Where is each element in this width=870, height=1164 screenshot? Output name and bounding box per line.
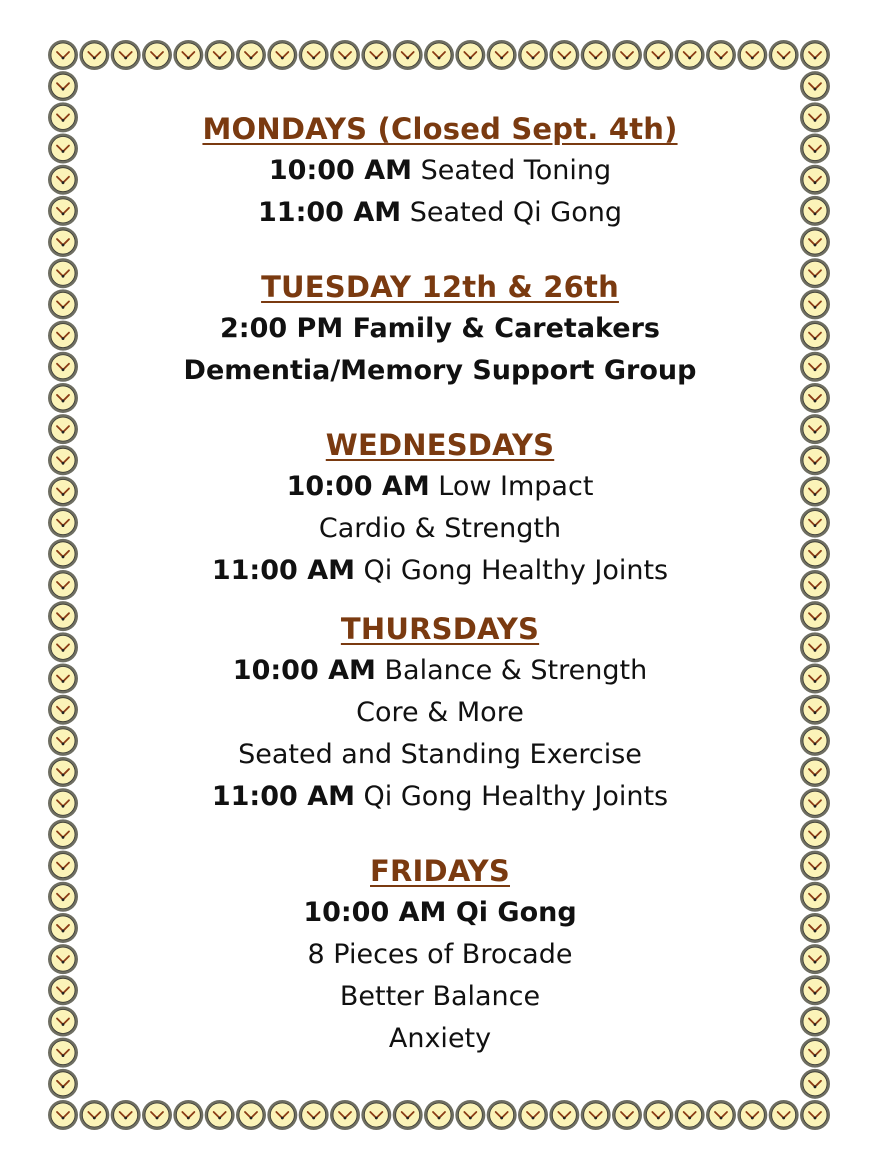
clock-icon bbox=[48, 71, 78, 101]
clock-icon bbox=[48, 165, 78, 195]
clock-icon bbox=[800, 196, 830, 226]
schedule-line: 10:00 AM Qi Gong bbox=[303, 897, 577, 928]
schedule-line: 8 Pieces of Brocade bbox=[307, 939, 573, 970]
clock-icon bbox=[455, 40, 485, 70]
clock-icon bbox=[800, 882, 830, 912]
clock-icon bbox=[800, 445, 830, 475]
clock-icon bbox=[800, 134, 830, 164]
activity-label: Qi Gong Healthy Joints bbox=[363, 555, 669, 586]
schedule-line bbox=[100, 150, 780, 192]
clock-icon bbox=[142, 1100, 172, 1130]
clock-icon bbox=[549, 40, 579, 70]
clock-icon bbox=[173, 1100, 203, 1130]
clock-icon bbox=[800, 539, 830, 569]
schedule-line: Seated and Standing Exercise bbox=[238, 739, 642, 770]
clock-icon bbox=[48, 102, 78, 132]
schedule-line: Cardio & Strength bbox=[318, 513, 562, 544]
clock-icon bbox=[800, 570, 830, 600]
clock-icon bbox=[455, 1100, 485, 1130]
activity-label: Low Impact bbox=[438, 471, 594, 502]
clock-icon bbox=[48, 1006, 78, 1036]
clock-icon bbox=[424, 1100, 454, 1130]
clock-icon bbox=[800, 352, 830, 382]
clock-icon bbox=[330, 40, 360, 70]
clock-icon bbox=[487, 1100, 517, 1130]
clock-icon bbox=[205, 1100, 235, 1130]
clock-icon bbox=[800, 788, 830, 818]
clock-icon bbox=[48, 476, 78, 506]
clock-icon bbox=[79, 40, 109, 70]
clock-icon bbox=[675, 40, 705, 70]
section-fridays bbox=[100, 850, 780, 1060]
schedule-line: Better Balance bbox=[339, 981, 541, 1012]
clock-icon bbox=[48, 632, 78, 662]
time-label: 10:00 AM bbox=[232, 655, 376, 686]
heading-wednesdays: WEDNESDAYS bbox=[325, 428, 555, 462]
clock-icon bbox=[48, 227, 78, 257]
clock-icon bbox=[800, 71, 830, 101]
clock-icon bbox=[800, 414, 830, 444]
clock-icon bbox=[769, 40, 799, 70]
clock-icon bbox=[800, 632, 830, 662]
clock-icon bbox=[267, 1100, 297, 1130]
heading-tuesday: TUESDAY 12th & 26th bbox=[261, 270, 619, 304]
clock-icon bbox=[612, 1100, 642, 1130]
clock-icon bbox=[581, 40, 611, 70]
clock-icon bbox=[800, 1100, 830, 1130]
clock-icon bbox=[518, 1100, 548, 1130]
clock-icon bbox=[111, 1100, 141, 1130]
clock-icon bbox=[48, 539, 78, 569]
clock-icon bbox=[299, 1100, 329, 1130]
schedule-line bbox=[100, 192, 780, 234]
clock-icon bbox=[48, 414, 78, 444]
clock-icon bbox=[48, 664, 78, 694]
clock-icon bbox=[205, 40, 235, 70]
section-mondays bbox=[100, 108, 780, 234]
clock-icon bbox=[236, 1100, 266, 1130]
activity-label: Seated Toning bbox=[420, 155, 612, 186]
clock-icon bbox=[800, 757, 830, 787]
clock-icon bbox=[48, 196, 78, 226]
heading-thursdays: THURSDAYS bbox=[340, 612, 540, 646]
schedule-line: Anxiety bbox=[388, 1023, 492, 1054]
clock-icon bbox=[48, 757, 78, 787]
clock-icon bbox=[800, 1006, 830, 1036]
clock-icon bbox=[800, 258, 830, 288]
section-tuesday bbox=[100, 266, 780, 392]
clock-icon bbox=[48, 788, 78, 818]
clock-icon bbox=[48, 134, 78, 164]
clock-icon bbox=[48, 726, 78, 756]
clock-icon bbox=[330, 1100, 360, 1130]
clock-icon bbox=[800, 102, 830, 132]
clock-icon bbox=[393, 40, 423, 70]
clock-icon bbox=[48, 258, 78, 288]
clock-icon bbox=[643, 1100, 673, 1130]
clock-icon bbox=[361, 1100, 391, 1130]
clock-icon bbox=[800, 289, 830, 319]
clock-icon bbox=[800, 913, 830, 943]
clock-icon bbox=[487, 40, 517, 70]
clock-icon bbox=[424, 40, 454, 70]
activity-label: Seated Qi Gong bbox=[409, 197, 622, 228]
clock-icon bbox=[643, 40, 673, 70]
clock-icon bbox=[48, 40, 78, 70]
clock-icon bbox=[800, 851, 830, 881]
clock-icon bbox=[48, 508, 78, 538]
clock-icon bbox=[48, 1100, 78, 1130]
clock-icon bbox=[800, 726, 830, 756]
clock-icon bbox=[800, 165, 830, 195]
time-label: 10:00 AM bbox=[286, 471, 430, 502]
clock-icon bbox=[48, 321, 78, 351]
time-label: 11:00 AM bbox=[211, 555, 355, 586]
clock-icon bbox=[48, 819, 78, 849]
clock-icon bbox=[800, 383, 830, 413]
clock-icon bbox=[706, 1100, 736, 1130]
clock-icon bbox=[800, 508, 830, 538]
time-label: 11:00 AM bbox=[211, 781, 355, 812]
clock-icon bbox=[800, 664, 830, 694]
clock-icon bbox=[48, 913, 78, 943]
clock-icon bbox=[48, 851, 78, 881]
clock-icon bbox=[800, 227, 830, 257]
clock-icon bbox=[48, 1069, 78, 1099]
heading-fridays: FRIDAYS bbox=[370, 854, 510, 888]
clock-icon bbox=[48, 1038, 78, 1068]
clock-icon bbox=[173, 40, 203, 70]
clock-icon bbox=[737, 40, 767, 70]
clock-icon bbox=[48, 601, 78, 631]
clock-icon bbox=[800, 944, 830, 974]
clock-icon bbox=[267, 40, 297, 70]
clock-icon bbox=[800, 476, 830, 506]
clock-icon bbox=[79, 1100, 109, 1130]
clock-icon bbox=[48, 975, 78, 1005]
clock-icon bbox=[800, 1069, 830, 1099]
clock-icon bbox=[800, 321, 830, 351]
clock-icon bbox=[236, 40, 266, 70]
time-label: 10:00 AM bbox=[268, 155, 412, 186]
schedule-content bbox=[100, 108, 780, 1060]
clock-icon bbox=[518, 40, 548, 70]
schedule-line bbox=[100, 650, 780, 692]
clock-icon bbox=[111, 40, 141, 70]
clock-icon bbox=[361, 40, 391, 70]
clock-icon bbox=[48, 289, 78, 319]
section-thursdays bbox=[100, 608, 780, 818]
clock-icon bbox=[800, 601, 830, 631]
clock-icon bbox=[48, 570, 78, 600]
clock-icon bbox=[142, 40, 172, 70]
activity-label: Qi Gong Healthy Joints bbox=[363, 781, 669, 812]
clock-icon bbox=[769, 1100, 799, 1130]
activity-label: Balance & Strength bbox=[384, 655, 648, 686]
schedule-line: Core & More bbox=[356, 697, 524, 728]
clock-icon bbox=[299, 40, 329, 70]
clock-icon bbox=[800, 1038, 830, 1068]
clock-icon bbox=[612, 40, 642, 70]
section-wednesdays bbox=[100, 424, 780, 592]
schedule-line: Dementia/Memory Support Group bbox=[183, 355, 697, 386]
clock-icon bbox=[800, 819, 830, 849]
clock-icon bbox=[48, 944, 78, 974]
clock-icon bbox=[48, 695, 78, 725]
clock-icon bbox=[549, 1100, 579, 1130]
clock-icon bbox=[581, 1100, 611, 1130]
schedule-line bbox=[100, 776, 780, 818]
clock-icon bbox=[675, 1100, 705, 1130]
schedule-line bbox=[100, 550, 780, 592]
clock-icon bbox=[737, 1100, 767, 1130]
clock-icon bbox=[48, 445, 78, 475]
clock-icon bbox=[800, 975, 830, 1005]
clock-icon bbox=[393, 1100, 423, 1130]
time-label: 11:00 AM bbox=[258, 197, 402, 228]
clock-icon bbox=[800, 40, 830, 70]
clock-icon bbox=[48, 882, 78, 912]
schedule-line: 2:00 PM Family & Caretakers bbox=[219, 313, 660, 344]
clock-icon bbox=[706, 40, 736, 70]
heading-mondays: MONDAYS (Closed Sept. 4th) bbox=[202, 112, 678, 146]
clock-icon bbox=[48, 383, 78, 413]
clock-icon bbox=[800, 695, 830, 725]
clock-icon bbox=[48, 352, 78, 382]
schedule-line bbox=[100, 466, 780, 508]
